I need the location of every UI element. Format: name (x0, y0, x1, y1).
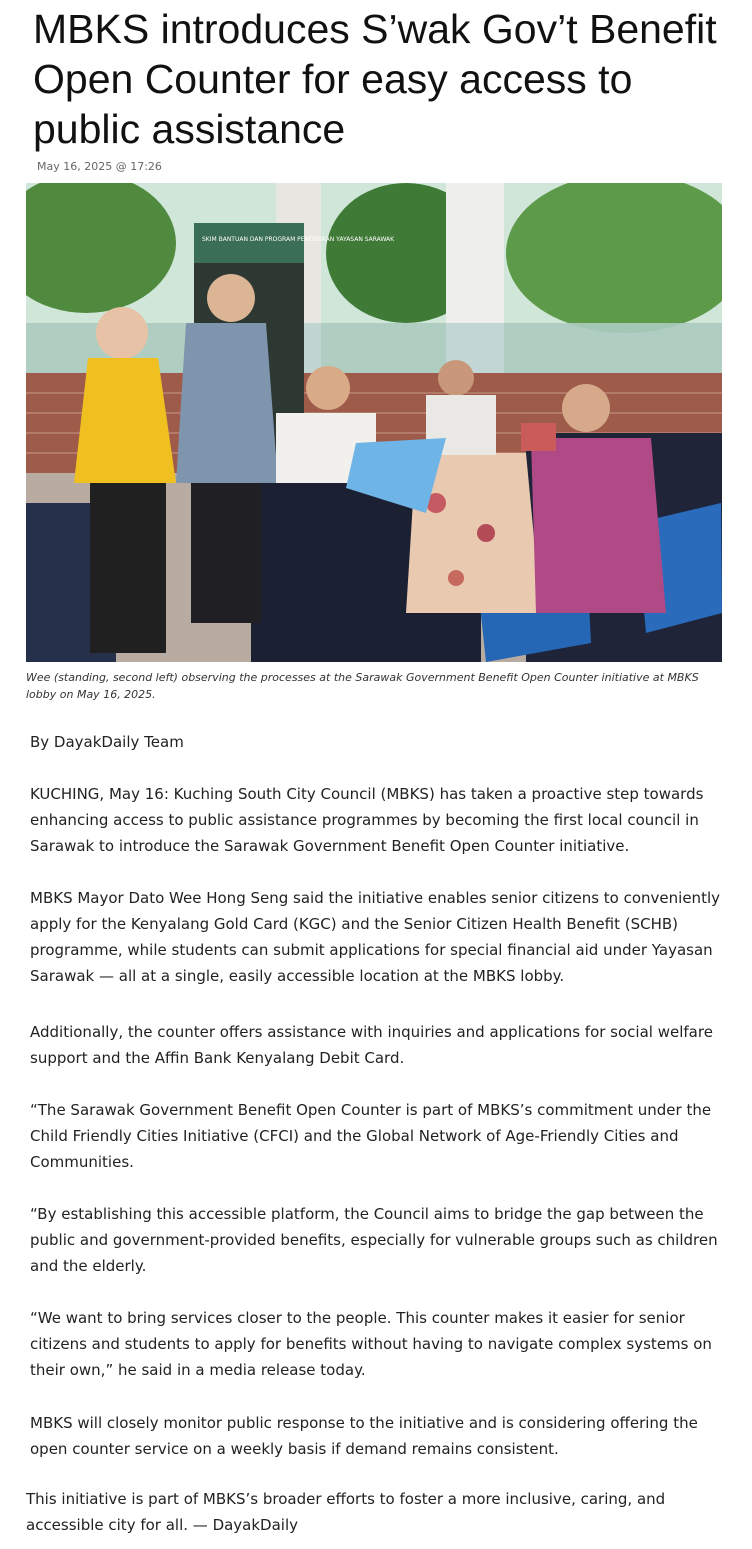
paragraph: “We want to bring services closer to the people. This counter makes it easier for senior citizens and students to apply for benefits without having to navigate complex systems on their own,” he said in a media release today. (30, 1309, 712, 1379)
byline: By DayakDaily Team (30, 733, 184, 751)
paragraph: “The Sarawak Government Benefit Open Counter is part of MBKS’s commitment under the Child Friendly Cities Initiative (CFCI) and the Global Network of Age-Friendly Cities and Communities. (30, 1101, 712, 1171)
paragraph: Additionally, the counter offers assistance with inquiries and applications for social welfare support and the Affin Bank Kenyalang Debit Card. (30, 1023, 713, 1067)
banner-text: SKIM BANTUAN DAN PROGRAM PENDIDIKAN YAYASAN SARAWAK (202, 236, 395, 243)
paragraph: This initiative is part of MBKS’s broader efforts to foster a more inclusive, caring, and accessible city for all. — DayakDaily (26, 1490, 666, 1534)
image-caption: Wee (standing, second left) observing the processes at the Sarawak Government Benefit Open Counter initiative at MBKS lobby on May 16, 2025. (26, 671, 699, 701)
article-title: MBKS introduces S’wak Gov’t Benefit Open Counter for easy access to public assistance (33, 6, 717, 152)
paragraph: “By establishing this accessible platform, the Council aims to bridge the gap between the public and government-provided benefits, especially for vulnerable groups such as children and the elderly. (30, 1205, 718, 1275)
paragraph: MBKS Mayor Dato Wee Hong Seng said the initiative enables senior citizens to conveniently apply for the Kenyalang Gold Card (KGC) and the Senior Citizen Health Benefit (SCHB) programme, while students can submit applications for special financial aid under Yayasan Sarawak — all at a single, easily accessible location at the MBKS lobby. (30, 889, 720, 985)
paragraph: MBKS will closely monitor public response to the initiative and is considering offering the open counter service on a weekly basis if demand remains consistent. (30, 1414, 698, 1458)
paragraph: KUCHING, May 16: Kuching South City Council (MBKS) has taken a proactive step towards enhancing access to public assistance programmes by becoming the first local council in Sarawak to introduce the Sarawak Government Benefit Open Counter initiative. (30, 785, 704, 855)
article-photo (26, 183, 722, 662)
article-date: May 16, 2025 @ 17:26 (37, 160, 162, 173)
